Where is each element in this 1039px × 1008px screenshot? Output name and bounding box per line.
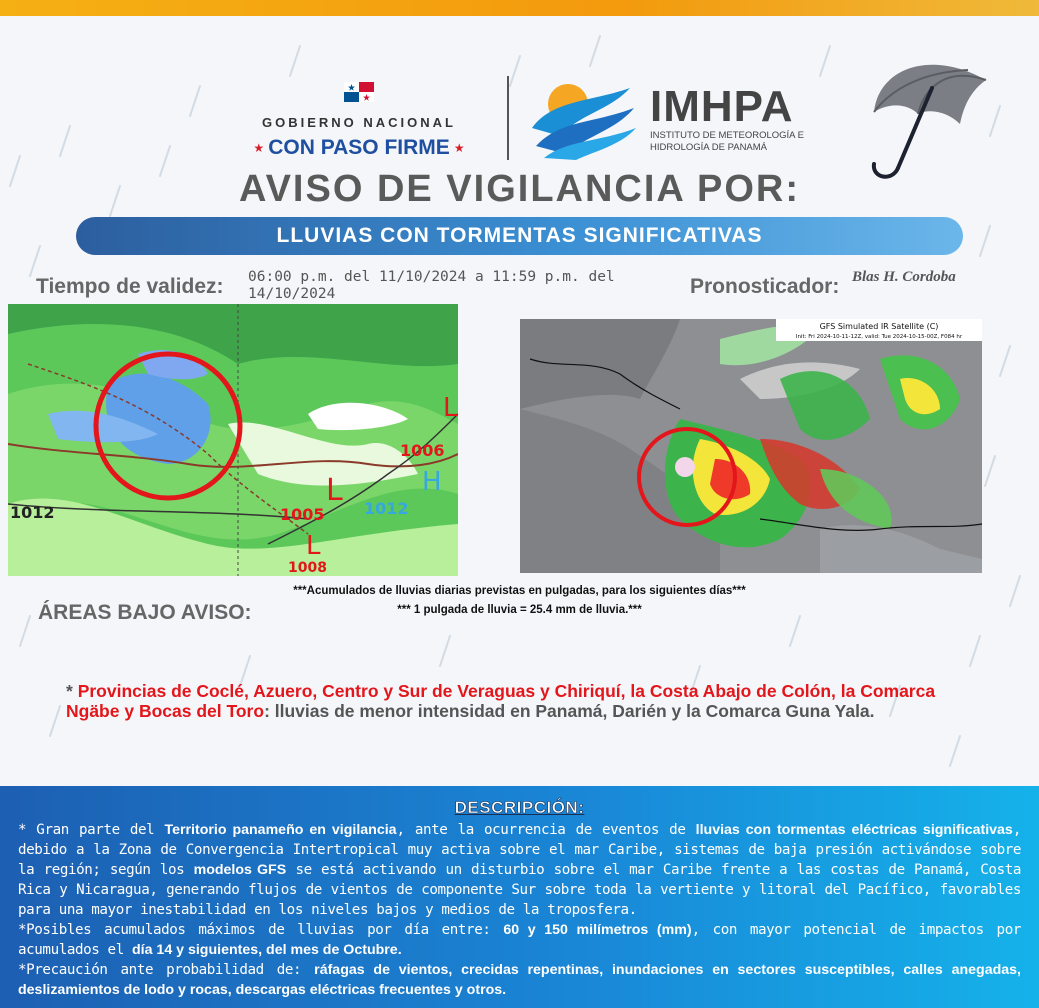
- umbrella-icon: [868, 50, 993, 185]
- isobar-label: 1012: [10, 503, 55, 522]
- areas-label: ÁREAS BAJO AVISO:: [38, 601, 252, 624]
- imhpa-logo: [530, 80, 810, 160]
- panama-flag-icon: [344, 82, 374, 102]
- gov-slogan: CON PASO FIRME: [268, 136, 450, 159]
- gobierno-nacional-logo: [228, 82, 490, 162]
- description-paragraph-2: [18, 920, 1021, 960]
- text-run-bold: ráfagas de vientos, crecidas repentinas, inundaciones en sectores susceptibles, calles anegadas, deslizamientos de lodo y rocas, descargas eléctricas frecuentes y otros.: [18, 962, 1021, 998]
- areas-text: [66, 681, 966, 721]
- page-title: AVISO DE VIGILANCIA POR:: [238, 168, 801, 210]
- caption-line2: *** 1 pulgada de lluvia = 25.4 mm de lluvia.***: [397, 604, 642, 616]
- top-accent-stripe: [0, 0, 1039, 16]
- gov-name-line1: GOBIERNO NACIONAL: [262, 115, 456, 130]
- areas-highlight: Provincias de Coclé, Azuero, Centro y Sur de Veraguas y Chiriquí, la Costa Abajo de Colón, la Comarca Ngäbe y Bocas del Toro: [66, 681, 936, 721]
- areas-rest: : lluvias de menor intensidad en Panamá, Darién y la Comarca Guna Yala.: [264, 701, 875, 721]
- description-title: DESCRIPCIÓN:: [454, 798, 585, 817]
- text-run-bold: lluvias con tormentas eléctricas significativas: [695, 822, 1013, 838]
- alert-type-banner: LLUVIAS CON TORMENTAS SIGNIFICATIVAS: [76, 217, 963, 255]
- areas-bullet: *: [66, 681, 78, 701]
- imhpa-sun-wave-icon: [530, 80, 640, 160]
- low-pressure-label: L: [443, 393, 458, 423]
- isobar-label: 1005: [280, 505, 325, 524]
- validity-value: 06:00 p.m. del 11/10/2024 a 11:59 p.m. del 14/10/2024: [248, 269, 615, 302]
- description-panel: [0, 786, 1039, 1008]
- isobar-label: 1006: [400, 441, 445, 460]
- gfs-satellite-map: [520, 319, 982, 573]
- text-run-bold: día 14 y siguientes, del mes de Octubre.: [131, 942, 402, 958]
- map-title: GFS Simulated IR Satellite (C): [819, 322, 939, 331]
- text-run: * Gran parte del: [18, 822, 165, 838]
- imhpa-name: IMHPA: [650, 82, 794, 131]
- low-pressure-label: L: [326, 473, 343, 508]
- forecaster-label: Pronosticador:: [690, 275, 840, 298]
- isobar-label: 1012: [364, 499, 409, 518]
- description-paragraph-1: [18, 820, 1021, 920]
- text-run-bold: modelos GFS: [193, 862, 287, 878]
- star-icon: ★: [253, 141, 265, 156]
- low-pressure-label: L: [306, 531, 321, 561]
- text-run: *Precaución ante probabilidad de:: [18, 962, 315, 978]
- text-run-bold: Territorio panameño en vigilancia: [164, 822, 397, 838]
- caption-line1: ***Acumulados de lluvias diarias previstas en pulgadas, para los siguientes días***: [293, 585, 746, 597]
- forecaster-value: Blas H. Cordoba: [852, 269, 956, 285]
- text-run: , con mayor potencial de impactos por acumulados el: [18, 922, 1021, 958]
- map-subtitle: Init: Fri 2024-10-11-12Z, valid: Tue 2024-10-15-00Z, F084 hr: [795, 334, 963, 340]
- high-pressure-label: H: [422, 467, 442, 497]
- imhpa-fullname: INSTITUTO DE METEOROLOGÍA E HIDROLOGÍA DE PANAMÁ: [650, 130, 804, 153]
- gov-name-line2: [228, 136, 490, 160]
- description-paragraph-3: [18, 960, 1021, 1000]
- text-run: , debido a la Zona de Convergencia Intertropical muy activa sobre el mar Caribe, sistemas de baja presión activándose sobre la región; según los: [18, 822, 1021, 878]
- text-run-bold: 60 y 150 milímetros (mm): [503, 922, 692, 938]
- text-run: , ante la ocurrencia de eventos de: [396, 822, 696, 838]
- description-body: [18, 820, 1021, 1000]
- star-icon: ★: [453, 141, 465, 156]
- logo-divider: [507, 76, 509, 160]
- isobar-label: 1008: [288, 560, 327, 576]
- text-run: se está activando un disturbio sobre el mar Caribe frente a las costas de Panamá, Costa Rica y Nicaragua, generando flujos de vientos de componente Sur sobre toda la vertiente y litoral del Pacífico, favorables para una mayor inestabilidad en los niveles bajos y medios de la troposfera.: [18, 862, 1021, 918]
- text-run: *Posibles acumulados máximos de lluvias por día entre:: [18, 922, 504, 938]
- rainfall-accumulation-map: [8, 304, 458, 576]
- validity-label: Tiempo de validez:: [36, 275, 224, 298]
